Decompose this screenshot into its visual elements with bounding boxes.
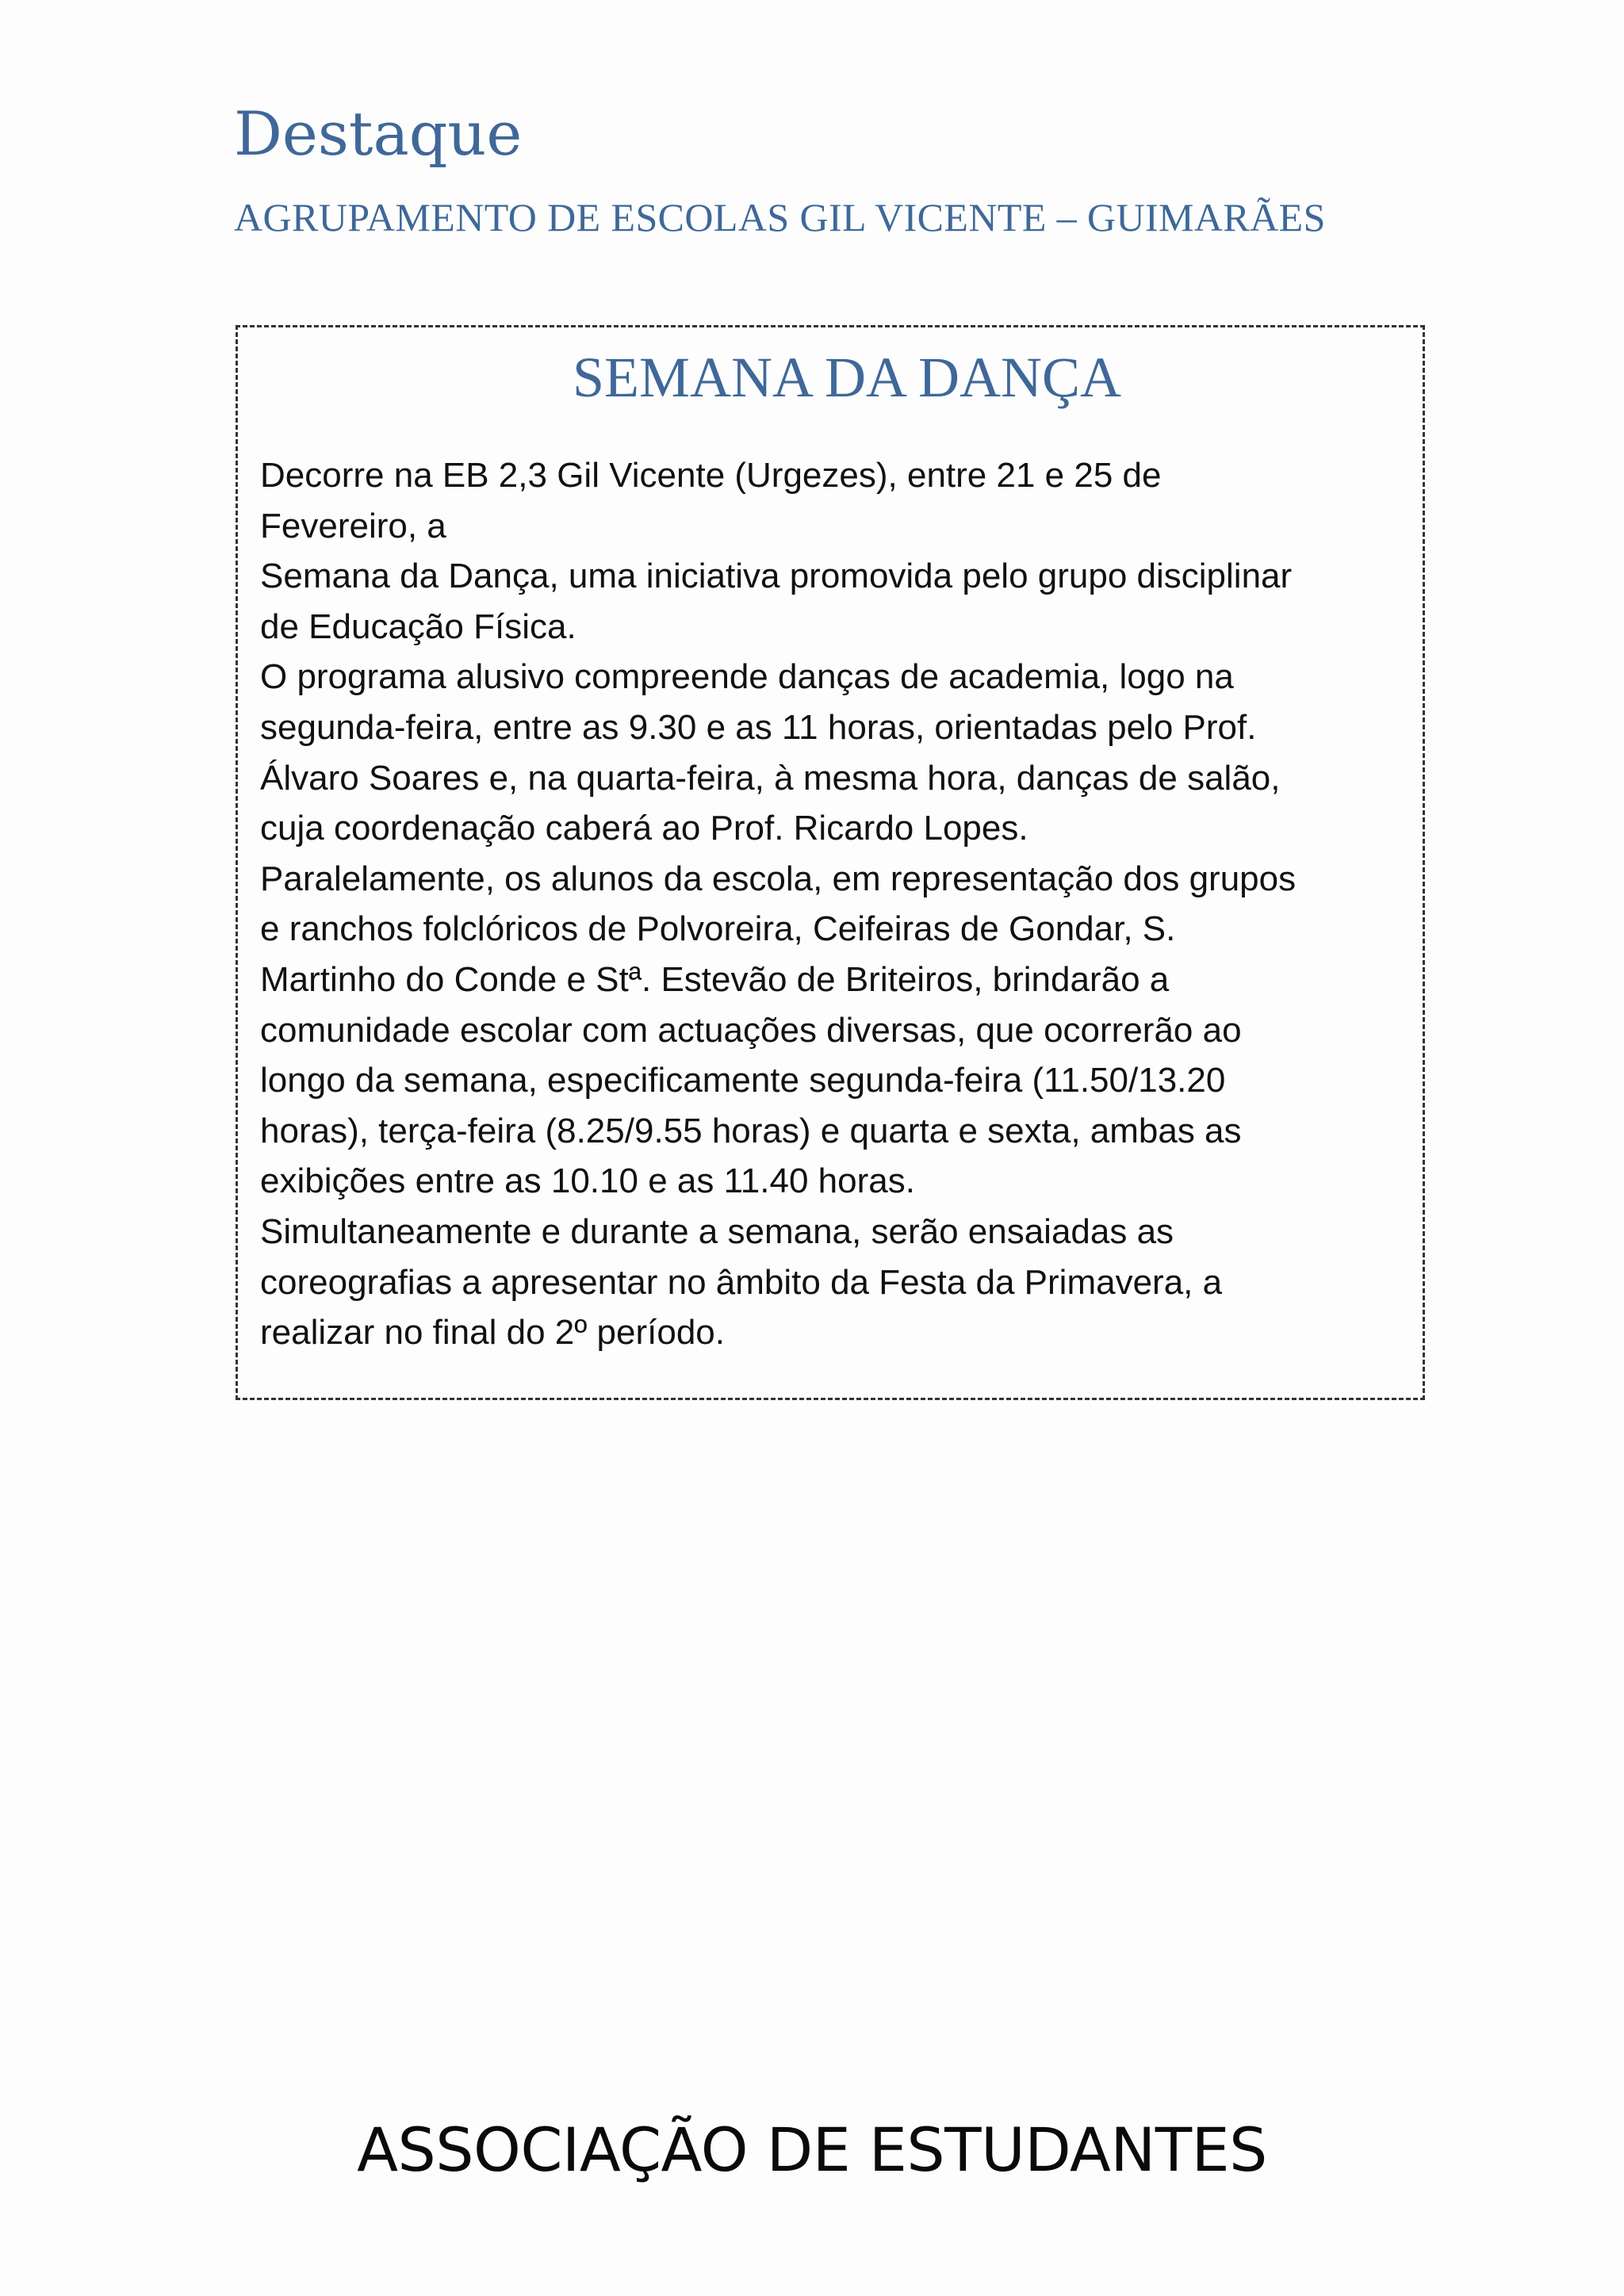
article-line: cuja coordenação caberá ao Prof. Ricardo Lopes. (260, 809, 1028, 848)
article-title: SEMANA DA DANÇA (572, 346, 1122, 409)
page-title: Destaque (234, 98, 523, 169)
article-line: coreografias a apresentar no âmbito da Festa da Primavera, a (260, 1262, 1223, 1302)
article-line: segunda-feira, entre as 9.30 e as 11 horas, orientadas pelo Prof. (260, 707, 1257, 747)
article-line: Decorre na EB 2,3 Gil Vicente (Urgezes), entre 21 e 25 de (260, 456, 1162, 495)
article-line: horas), terça-feira (8.25/9.55 horas) e quarta e sexta, ambas as (260, 1111, 1242, 1150)
footer-text: ASSOCIAÇÃO DE ESTUDANTES (357, 2114, 1267, 2185)
article-line: Martinho do Conde e Stª. Estevão de Briteiros, brindarão a (260, 959, 1170, 999)
article-line: realizar no final do 2º período. (260, 1313, 725, 1353)
article-line: Semana da Dança, uma iniciativa promovida pelo grupo disciplinar (260, 557, 1293, 596)
article-line: Fevereiro, a (260, 506, 446, 545)
article-line: Simultaneamente e durante a semana, serão ensaiadas as (260, 1211, 1174, 1251)
article-line: exibições entre as 10.10 e as 11.40 horas. (260, 1161, 915, 1201)
page-subtitle: AGRUPAMENTO DE ESCOLAS GIL VICENTE – GUIMARÃES (234, 195, 1326, 239)
article-line: de Educação Física. (260, 607, 576, 646)
article-line: Álvaro Soares e, na quarta-feira, à mesma hora, danças de salão, (260, 758, 1281, 798)
article-body (260, 450, 1418, 1358)
article-line: comunidade escolar com actuações diversas, que ocorrerão ao (260, 1010, 1242, 1050)
article-box (236, 325, 1425, 1400)
article-line: Paralelamente, os alunos da escola, em representação dos grupos (260, 859, 1297, 898)
article-line: longo da semana, especificamente segunda-feira (11.50/13.20 (260, 1061, 1226, 1100)
article-line: e ranchos folclóricos de Polvoreira, Ceifeiras de Gondar, S. (260, 909, 1176, 949)
article-line: O programa alusivo compreende danças de academia, logo na (260, 657, 1234, 697)
